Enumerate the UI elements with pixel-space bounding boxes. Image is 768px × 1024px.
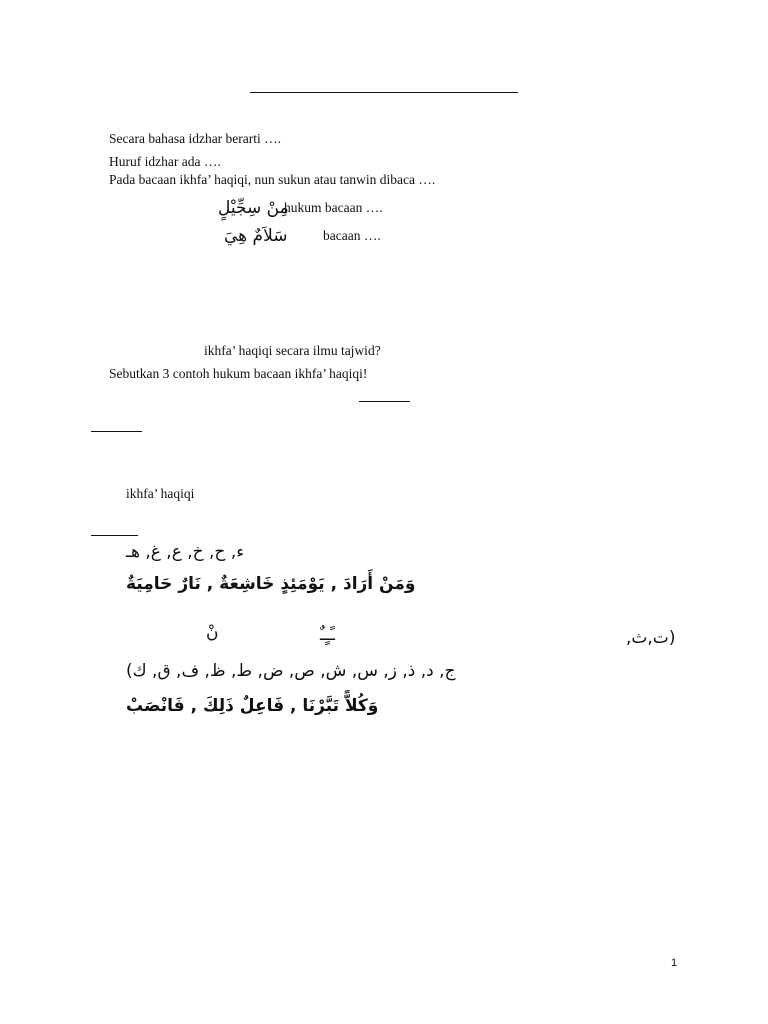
answer-rule-1	[359, 401, 410, 402]
question-2: Huruf idzhar ada ….	[109, 154, 221, 169]
question-6: ikhfa’ haqiqi secara ilmu tajwid?	[204, 343, 381, 358]
question-5-text: bacaan ….	[323, 228, 381, 243]
title-rule	[250, 92, 518, 93]
question-5-arabic: سَلاَمٌ هِيَ	[224, 226, 288, 246]
ikhfa-letters-rest: ج, د, ذ, ز, س, ش, ص, ض, ط, ظ, ف, ق, ك)	[126, 661, 456, 681]
tanwin-marks: ـًـٍـٌ	[320, 625, 335, 645]
ikhfa-examples: وَكُلاًّ تَبَّرْنَا , فَاعِلٌ ذَلِكَ , فَانْصَبْ	[126, 696, 379, 716]
answer-rule-2	[91, 431, 142, 432]
section-heading: ikhfa’ haqiqi	[126, 486, 195, 501]
question-1: Secara bahasa idzhar berarti ….	[109, 131, 282, 146]
nun-sukun: نْ	[206, 623, 219, 643]
izhar-examples: وَمَنْ أَرَادَ , يَوْمَئِذٍ خَاشِعَةٌ , نَارٌ حَامِيَةٌ	[126, 574, 416, 594]
question-3: Pada bacaan ikhfa’ haqiqi, nun sukun atau tanwin dibaca ….	[109, 172, 436, 187]
question-7: Sebutkan 3 contoh hukum bacaan ikhfa’ haqiqi!	[109, 366, 368, 381]
izhar-letters: ء, ح, خ, ع, غ, هـ	[126, 542, 245, 562]
answer-rule-3	[91, 535, 138, 536]
question-4-arabic: مِنْ سِجِّيْلٍ	[218, 198, 289, 218]
page-number: 1	[671, 957, 678, 969]
ikhfa-letters-start: (ت,ث,	[626, 628, 676, 648]
question-4-text: hukum bacaan ….	[284, 200, 383, 215]
